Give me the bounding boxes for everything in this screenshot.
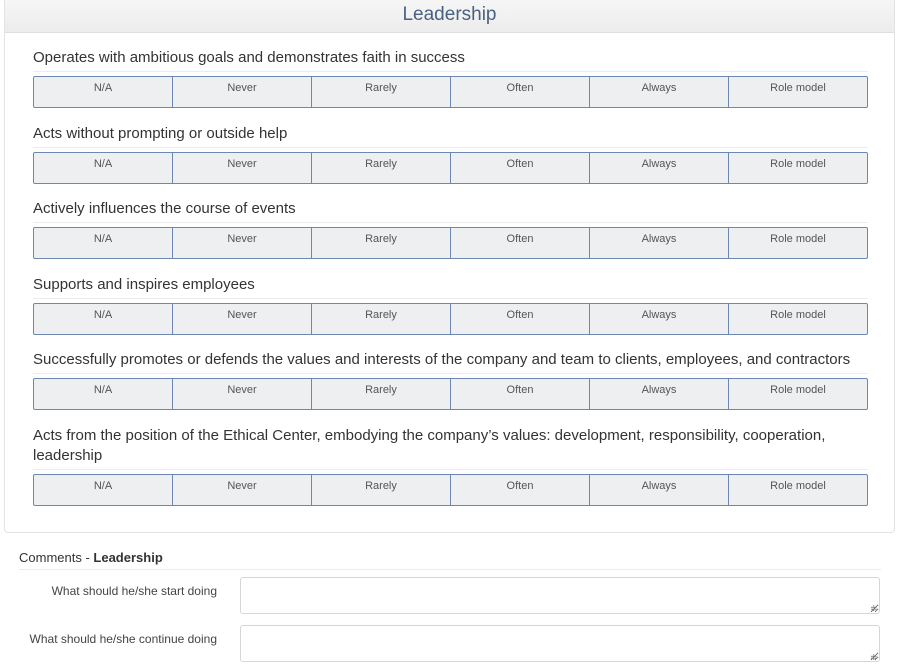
rating-option-rarely[interactable]: Rarely [311,474,451,506]
panel-header [5,0,894,33]
start-doing-label: What should he/she start doing [51,584,217,598]
rating-option-often[interactable]: Often [450,152,590,184]
comments-section-name: Leadership [93,550,163,565]
rating-option-often[interactable]: Often [450,76,590,108]
rating-option-na[interactable]: N/A [33,76,173,108]
rating-option-often[interactable]: Often [450,227,590,259]
rating-option-never[interactable]: Never [172,474,312,506]
rating-scale [33,474,868,506]
rating-option-role-model[interactable]: Role model [728,474,868,506]
rating-option-role-model[interactable]: Role model [728,303,868,335]
rating-option-never[interactable]: Never [172,378,312,410]
rating-option-often[interactable]: Often [450,474,590,506]
rating-option-rarely[interactable]: Rarely [311,378,451,410]
question-text: Supports and inspires employees [33,275,868,299]
question-item [33,350,868,410]
rating-option-never[interactable]: Never [172,227,312,259]
rating-option-always[interactable]: Always [589,378,729,410]
question-item [33,275,868,335]
question-item [33,199,868,259]
rating-option-rarely[interactable]: Rarely [311,227,451,259]
question-text: Operates with ambitious goals and demonstrates faith in success [33,48,868,72]
rating-option-na[interactable]: N/A [33,227,173,259]
rating-option-always[interactable]: Always [589,227,729,259]
rating-option-never[interactable]: Never [172,152,312,184]
leadership-panel [4,0,895,533]
rating-option-always[interactable]: Always [589,76,729,108]
continue-doing-textarea[interactable] [240,625,880,662]
rating-scale [33,378,868,410]
rating-option-na[interactable]: N/A [33,474,173,506]
rating-option-na[interactable]: N/A [33,378,173,410]
start-doing-textarea[interactable] [240,577,880,614]
rating-scale [33,303,868,335]
comments-prefix: Comments - [19,550,94,565]
rating-option-role-model[interactable]: Role model [728,378,868,410]
rating-option-rarely[interactable]: Rarely [311,303,451,335]
question-item [33,124,868,184]
rating-option-role-model[interactable]: Role model [728,76,868,108]
rating-option-role-model[interactable]: Role model [728,227,868,259]
rating-option-na[interactable]: N/A [33,303,173,335]
question-text: Acts from the position of the Ethical Center, embodying the company’s values: development, responsibility, cooperation, leadership [33,426,868,470]
section-title: Leadership [402,4,497,25]
rating-option-rarely[interactable]: Rarely [311,76,451,108]
rating-option-never[interactable]: Never [172,303,312,335]
rating-option-always[interactable]: Always [589,152,729,184]
question-text: Actively influences the course of events [33,199,868,223]
rating-option-often[interactable]: Often [450,378,590,410]
rating-scale [33,227,868,259]
rating-option-rarely[interactable]: Rarely [311,152,451,184]
question-text: Acts without prompting or outside help [33,124,868,148]
rating-option-never[interactable]: Never [172,76,312,108]
continue-doing-label: What should he/she continue doing [29,632,217,646]
comments-heading [19,549,881,570]
resize-handle-icon[interactable]: ≑ [870,603,878,613]
resize-handle-icon[interactable]: ≑ [870,652,878,662]
rating-option-na[interactable]: N/A [33,152,173,184]
rating-scale [33,76,868,108]
rating-option-role-model[interactable]: Role model [728,152,868,184]
question-item [33,48,868,108]
rating-option-always[interactable]: Always [589,303,729,335]
rating-option-often[interactable]: Often [450,303,590,335]
question-item [33,426,868,506]
question-text: Successfully promotes or defends the values and interests of the company and team to clients, employees, and contractors [33,350,868,374]
rating-scale [33,152,868,184]
rating-option-always[interactable]: Always [589,474,729,506]
